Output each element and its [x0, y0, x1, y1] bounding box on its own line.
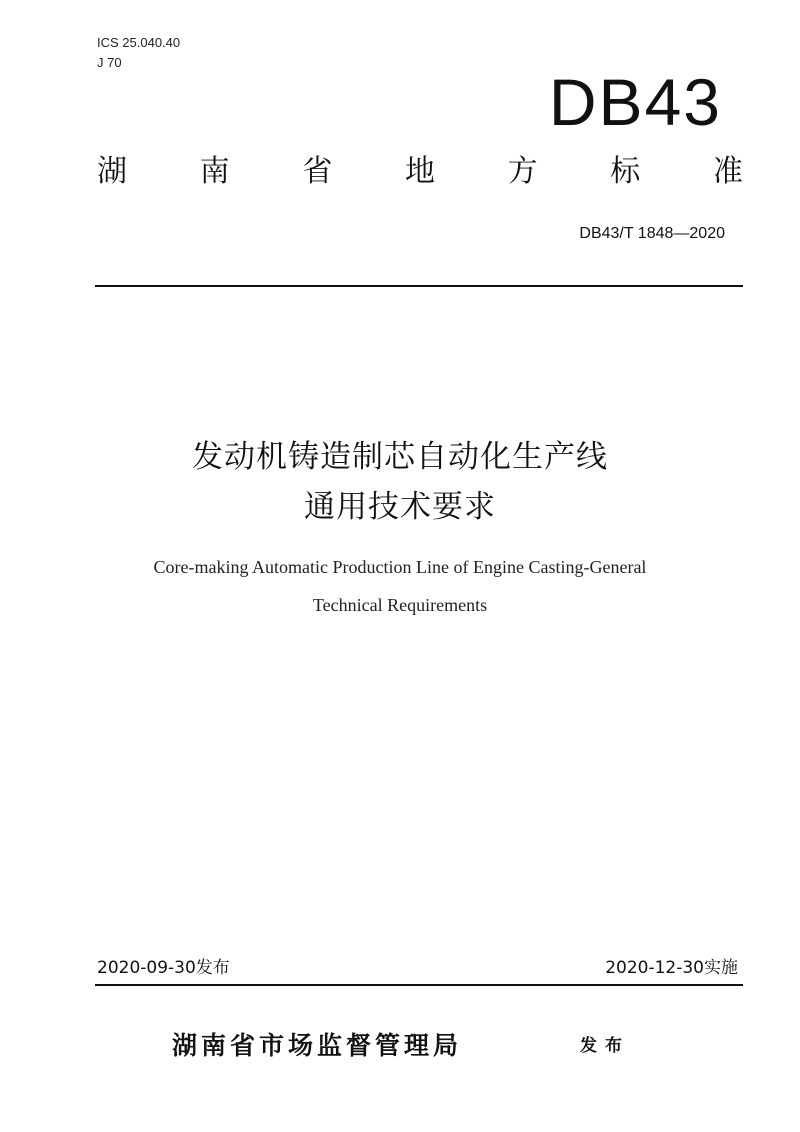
standard-type-char: 南	[199, 154, 230, 189]
issue-label: 发布	[580, 1036, 630, 1056]
title-english-line-1: Core-making Automatic Production Line of Engine Casting-General	[153, 557, 647, 577]
footer-divider	[95, 984, 743, 986]
standard-type-char: 省	[302, 154, 333, 189]
standard-type-char: 准	[712, 154, 743, 189]
standard-number: DB43/T 1848—2020	[579, 225, 725, 242]
publish-date: 2020-09-30发布	[97, 958, 230, 978]
title-english-line-2: Technical Requirements	[312, 595, 488, 615]
implement-date: 2020-12-30实施	[605, 958, 738, 978]
title-chinese-line-1: 发动机铸造制芯自动化生产线	[192, 439, 608, 475]
ics-code: ICS 25.040.40	[97, 35, 181, 50]
classification-codes	[97, 33, 180, 73]
ccs-code: J 70	[97, 55, 122, 70]
issuing-authority: 湖南省市场监督管理局	[172, 1031, 463, 1060]
standard-type-char: 方	[507, 154, 538, 189]
standard-type-char: 地	[404, 154, 435, 189]
title-chinese-line-2: 通用技术要求	[304, 489, 496, 525]
standard-type-char: 湖	[97, 154, 127, 189]
db-code: DB43	[548, 65, 722, 139]
header-divider	[95, 285, 743, 287]
standard-type-char: 标	[610, 154, 641, 189]
standard-type	[97, 150, 743, 194]
